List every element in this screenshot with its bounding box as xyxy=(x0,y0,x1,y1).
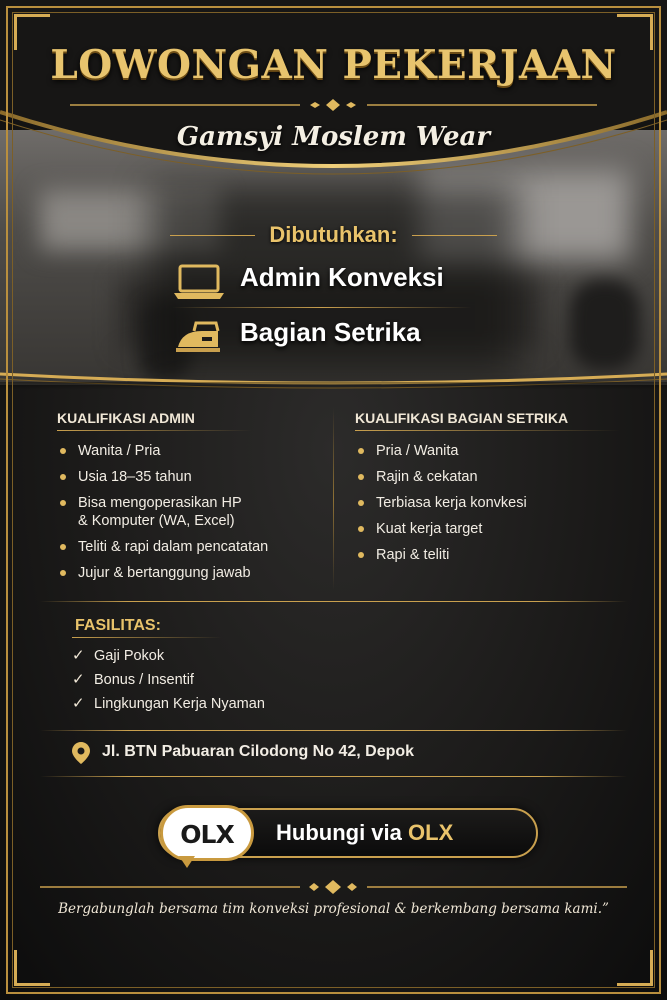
section-divider xyxy=(40,776,627,777)
footer-divider-ornament xyxy=(0,878,667,896)
needed-heading xyxy=(0,222,667,248)
list-item: Kuat kerja target xyxy=(356,520,527,538)
list-item: Rajin & cekatan xyxy=(356,468,527,486)
checkmark-icon: ✓ xyxy=(72,695,85,712)
list-item: ✓ Bonus / Insentif xyxy=(72,671,194,688)
checkmark-icon: ✓ xyxy=(72,647,85,664)
admin-qualification-list xyxy=(58,442,268,590)
admin-qualification-title: KUALIFIKASI ADMIN xyxy=(57,410,195,426)
list-item: Teliti & rapi dalam pencatatan xyxy=(58,538,268,556)
corner-ornament xyxy=(14,950,50,986)
contact-olx-label[interactable]: Hubungi via OLX xyxy=(276,820,454,845)
needed-label: Dibutuhkan: xyxy=(269,222,398,247)
list-item: Terbiasa kerja konvkesi xyxy=(356,494,527,512)
address-text: Jl. BTN Pabuaran Cilodong No 42, Depok xyxy=(102,743,415,760)
location-pin-icon xyxy=(72,742,90,764)
checkmark-icon: ✓ xyxy=(72,671,85,688)
list-item: ✓ Lingkungan Kerja Nyaman xyxy=(72,695,265,712)
company-name: Gamsyi Moslem Wear xyxy=(176,122,491,152)
section-divider xyxy=(40,601,627,602)
olx-logo-icon[interactable]: OLX xyxy=(160,805,254,861)
job-title: Admin Konveksi xyxy=(240,262,444,292)
corner-ornament xyxy=(617,950,653,986)
facilities-list xyxy=(72,647,265,719)
laptop-icon xyxy=(172,262,226,302)
list-item: Pria / Wanita xyxy=(356,442,527,460)
column-divider xyxy=(333,408,334,590)
setrika-qualification-title: KUALIFIKASI BAGIAN SETRIKA xyxy=(355,410,569,426)
list-item: Rapi & teliti xyxy=(356,546,527,564)
page-title: LOWONGAN PEKERJAAN xyxy=(50,42,617,88)
list-item: Usia 18–35 tahun xyxy=(58,468,268,486)
iron-icon xyxy=(172,317,226,357)
setrika-qualification-list xyxy=(356,442,527,572)
list-item: Wanita / Pria xyxy=(58,442,268,460)
job-separator xyxy=(172,307,472,308)
footer-quote: Bergabunglah bersama tim konveksi profesional & berkembang bersama kami.” xyxy=(58,901,609,917)
list-item: Jujur & bertanggung jawab xyxy=(58,564,268,582)
facilities-title: FASILITAS: xyxy=(75,617,161,634)
list-item: Bisa mengoperasikan HP & Komputer (WA, Excel) xyxy=(58,494,268,530)
title-divider-ornament xyxy=(0,98,667,112)
job-title: Bagian Setrika xyxy=(240,317,421,347)
list-item: ✓ Gaji Pokok xyxy=(72,647,165,664)
section-divider xyxy=(40,730,627,731)
